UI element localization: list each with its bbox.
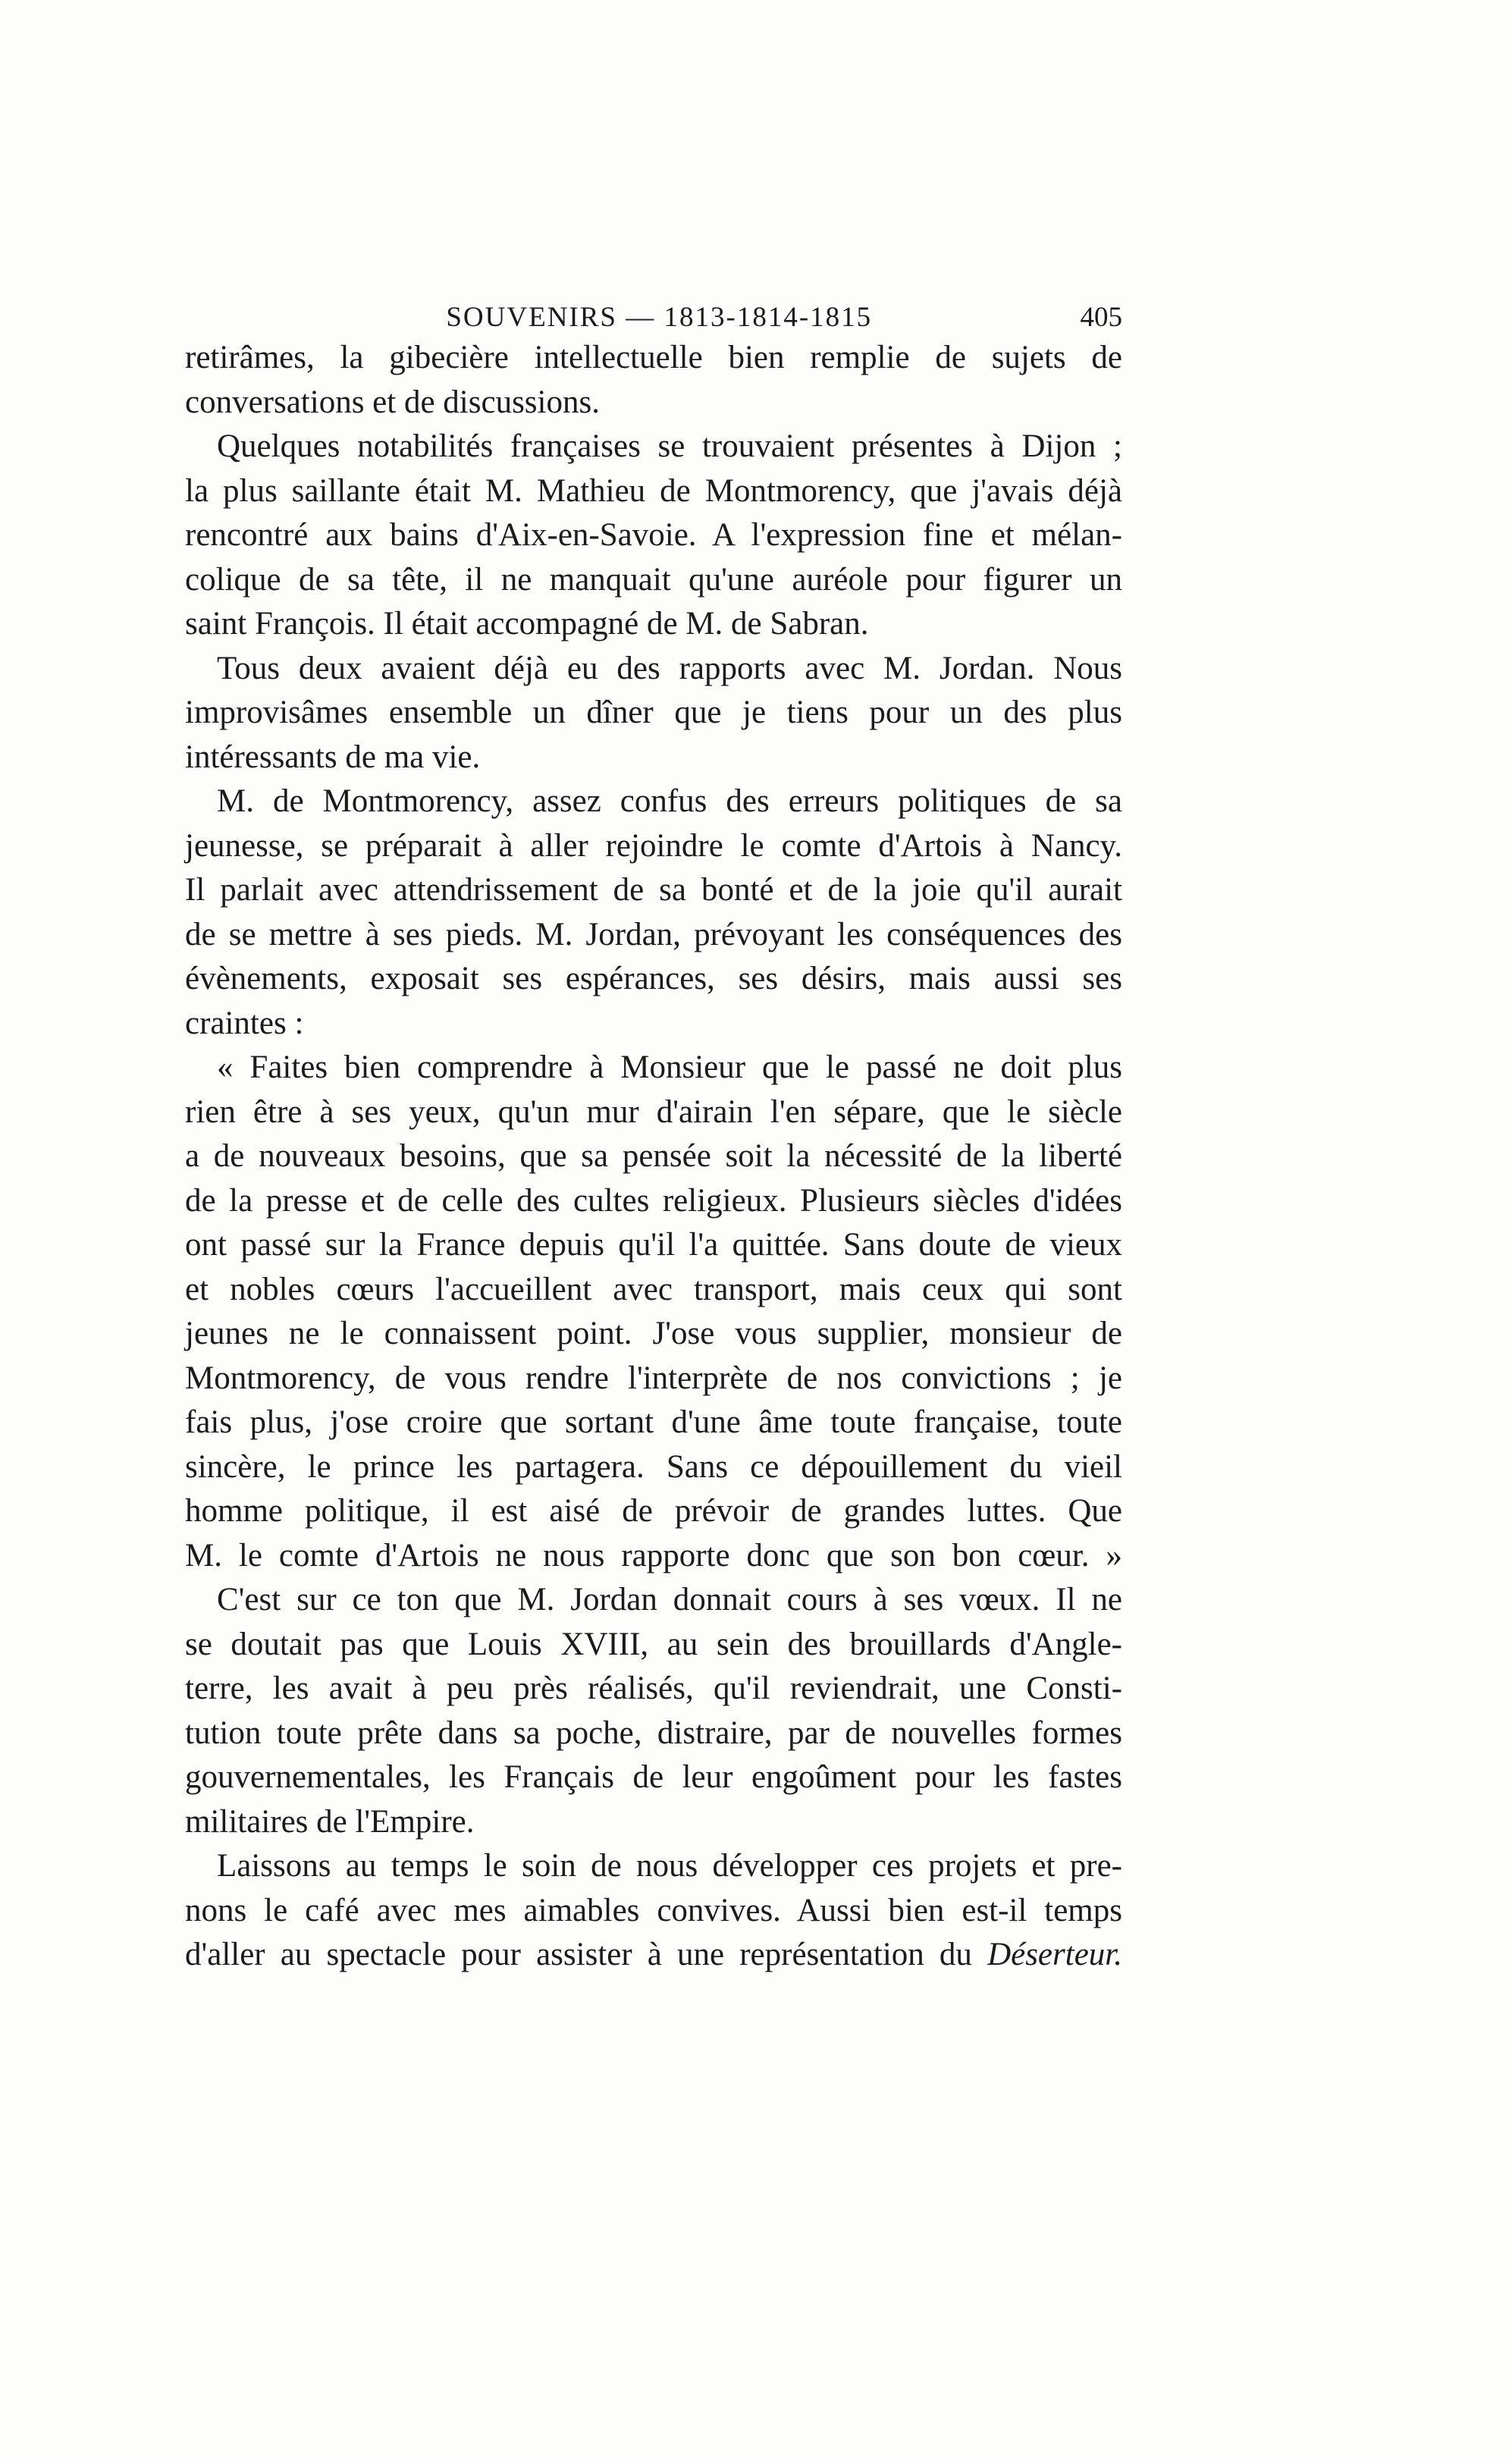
text-segment: d'aller au spectacle pour assister à une représentation du [185, 1937, 972, 1972]
text-line: de se mettre à ses pieds. M. Jordan, prévoyant les conséquences des [185, 916, 1122, 952]
text-line: militaires de l'Empire. [185, 1803, 475, 1840]
text-line: fais plus, j'ose croire que sortant d'une âme toute française, toute [185, 1404, 1122, 1440]
text-line: colique de sa tête, il ne manquait qu'une auréole pour figurer un [185, 561, 1122, 598]
running-head [185, 296, 1122, 334]
text-line: se doutait pas que Louis XVIII, au sein des brouillards d'Angle- [185, 1626, 1122, 1662]
text-line: sincère, le prince les partagera. Sans ce dépouillement du vieil [185, 1448, 1122, 1485]
text-line: Montmorency, de vous rendre l'interprète de nos convictions ; je [185, 1360, 1122, 1396]
text-line: nons le café avec mes aimables convives. Aussi bien est-il temps [185, 1892, 1122, 1928]
text-line: saint François. Il était accompagné de M. de Sabran. [185, 606, 869, 642]
text-line: Laissons au temps le soin de nous développer ces projets et pre- [217, 1848, 1122, 1884]
text-line: « Faites bien comprendre à Monsieur que le passé ne doit plus [217, 1050, 1122, 1085]
text-line: conversations et de discussions. [185, 384, 600, 420]
paragraph [185, 780, 1122, 1046]
paragraph [185, 336, 1122, 425]
text-line: tution toute prête dans sa poche, distraire, par de nouvelles formes [185, 1715, 1122, 1751]
text-line: de la presse et de celle des cultes religieux. Plusieurs siècles d'idées [185, 1182, 1122, 1219]
text-line: et nobles cœurs l'accueillent avec transport, mais ceux qui sont [185, 1271, 1122, 1307]
text-line-final [185, 1933, 1122, 1978]
text-line: Tous deux avaient déjà eu des rapports avec M. Jordan. Nous [217, 650, 1122, 686]
text-line: M. le comte d'Artois ne nous rapporte donc que son bon cœur. » [185, 1537, 1122, 1573]
italic-title: Déserteur. [987, 1937, 1123, 1972]
text-line: retirâmes, la gibecière intellectuelle bien remplie de sujets de [185, 340, 1122, 375]
paragraph [185, 647, 1122, 780]
text-line: terre, les avait à peu près réalisés, qu'il reviendrait, une Consti- [185, 1671, 1122, 1706]
text-line: gouvernementales, les Français de leur engoûment pour les fastes [185, 1759, 1122, 1795]
text-line: ont passé sur la France depuis qu'il l'a quittée. Sans doute de vieux [185, 1227, 1122, 1263]
text-line: jeunes ne le connaissent point. J'ose vous supplier, monsieur de [185, 1316, 1122, 1351]
text-line: homme politique, il est aisé de prévoir de grandes luttes. Que [185, 1493, 1122, 1529]
text-line: Quelques notabilités françaises se trouvaient présentes à Dijon ; [217, 428, 1122, 464]
paragraph [185, 1578, 1122, 1844]
text-line: jeunesse, se préparait à aller rejoindre le comte d'Artois à Nancy. [185, 827, 1122, 864]
text-line: rencontré aux bains d'Aix-en-Savoie. A l'expression fine et mélan- [185, 517, 1122, 553]
text-line: improvisâmes ensemble un dîner que je tiens pour un des plus [185, 695, 1122, 730]
text-line: craintes : [185, 1005, 304, 1041]
quotation-paragraph [185, 1046, 1122, 1578]
text-line: a de nouveaux besoins, que sa pensée soit la nécessité de la liberté [185, 1138, 1122, 1174]
text-line: évènements, exposait ses espérances, ses désirs, mais aussi ses [185, 961, 1122, 996]
text-line: rien être à ses yeux, qu'un mur d'airain l'en sépare, que le siècle [185, 1093, 1122, 1130]
text-line: intéressants de ma vie. [185, 739, 481, 775]
paragraph [185, 425, 1122, 647]
page-number: 405 [1080, 302, 1122, 333]
text-line: C'est sur ce ton que M. Jordan donnait cours à ses vœux. Il ne [217, 1582, 1122, 1617]
running-head-title: SOUVENIRS — 1813-1814-1815 [446, 302, 873, 333]
text-line: Il parlait avec attendrissement de sa bonté et de la joie qu'il aurait [185, 872, 1122, 908]
paragraph [185, 1844, 1122, 1978]
text-line: la plus saillante était M. Mathieu de Montmorency, que j'avais déjà [185, 472, 1122, 509]
text-block [185, 296, 1122, 1978]
text-line: M. de Montmorency, assez confus des erreurs politiques de sa [217, 783, 1122, 819]
